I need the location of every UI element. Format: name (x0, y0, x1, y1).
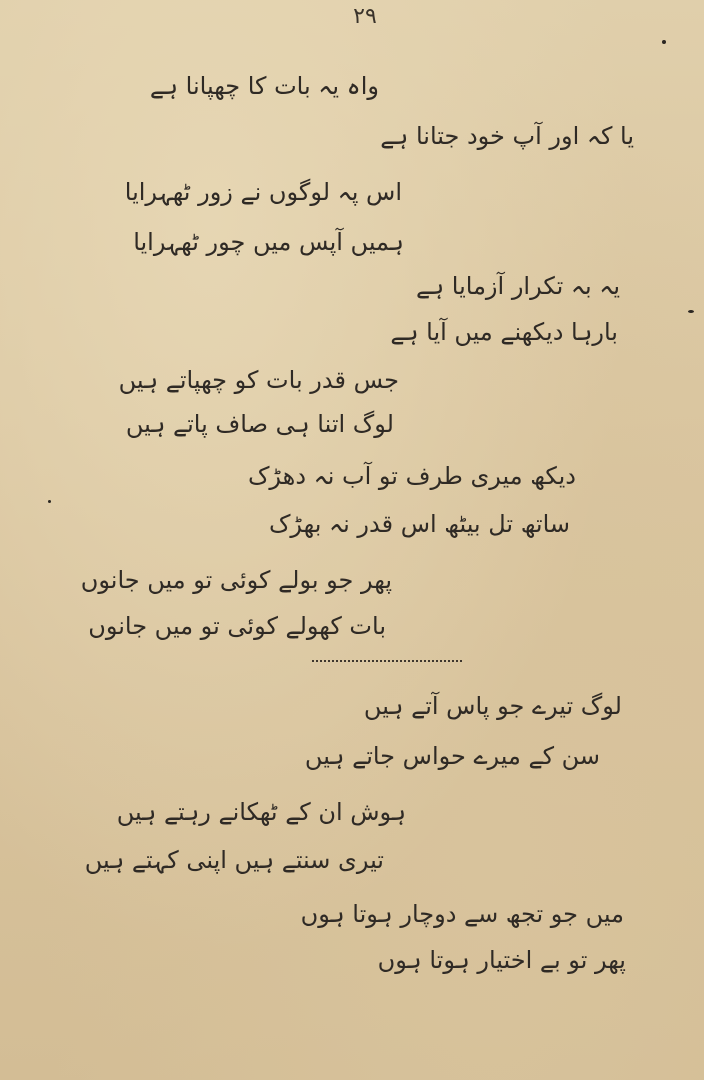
verse-line: یا کہ اور آپ خود جتانا ہے (380, 122, 634, 150)
verse-line: ہمیں آپس میں چور ٹھہرایا (133, 228, 404, 256)
verse-line: پھر تو بے اختیار ہوتا ہوں (377, 946, 626, 974)
verse-line: سن کے میرے حواس جاتے ہیں (304, 742, 600, 770)
page-number: ۲۹ (353, 4, 377, 29)
verse-line: بات کھولے کوئی تو میں جانوں (88, 612, 386, 640)
verse-line: پھر جو بولے کوئی تو میں جانوں (80, 566, 392, 594)
ink-speck (688, 310, 694, 313)
verse-line: یہ بہ تکرار آزمایا ہے (416, 272, 620, 300)
verse-line: لوگ تیرے جو پاس آتے ہیں (363, 692, 622, 720)
verse-line: میں جو تجھ سے دوچار ہوتا ہوں (300, 900, 624, 928)
verse-line: دیکھ میری طرف تو آب نہ دھڑک (247, 462, 576, 490)
verse-line: اس پہ لوگوں نے زور ٹھہرایا (124, 178, 402, 206)
verse-line: ہوش ان کے ٹھکانے رہتے ہیں (116, 798, 406, 826)
ink-speck (48, 500, 51, 503)
ink-speck (662, 40, 666, 44)
verse-line: ساتھ تل بیٹھ اس قدر نہ بھڑک (268, 510, 570, 538)
verse-line: تیری سنتے ہیں اپنی کہتے ہیں (84, 846, 384, 874)
verse-line: لوگ اتنا ہی صاف پاتے ہیں (125, 410, 394, 438)
section-divider (312, 660, 462, 662)
verse-line: واہ یہ بات کا چھپانا ہے (149, 72, 379, 100)
verse-line: جس قدر بات کو چھپاتے ہیں (118, 366, 399, 394)
verse-line: بارہا دیکھنے میں آیا ہے (390, 318, 618, 346)
